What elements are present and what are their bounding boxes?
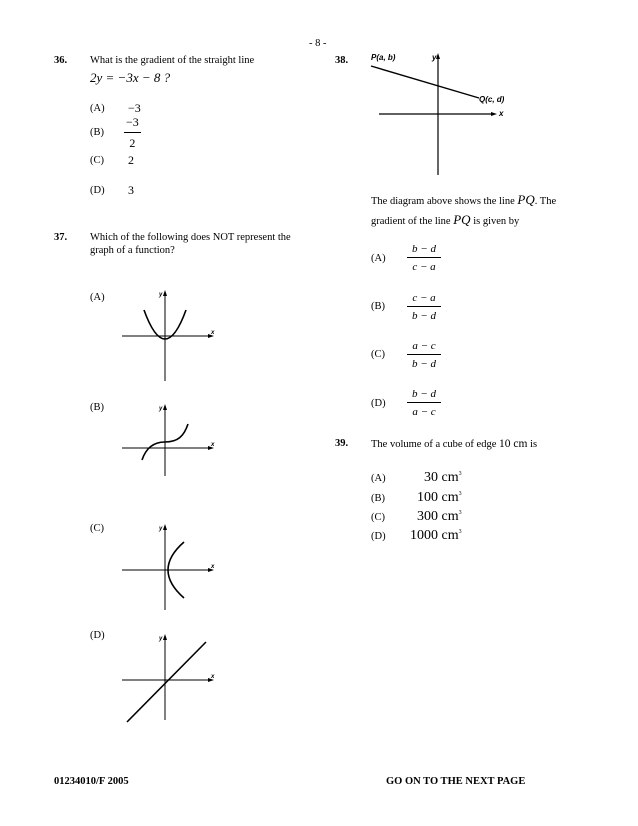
q38-option-d-numerator: b − d xyxy=(407,388,441,403)
q38-text-prefix: The diagram above shows the line xyxy=(371,196,518,207)
q38-option-a-denominator: c − a xyxy=(412,261,436,273)
q36-option-a-label: (A) xyxy=(90,103,105,114)
question-38-number: 38. xyxy=(335,55,349,66)
q37-graph-b-cubic xyxy=(118,402,218,482)
q39-option-b-exp: 3 xyxy=(458,491,462,497)
q38-text-suffix: . The xyxy=(534,196,557,207)
question-36-equation: 2y = −3x − 8 ? xyxy=(90,70,171,85)
q39-text-suffix: is xyxy=(527,439,538,450)
q36-option-c-value: 2 xyxy=(128,153,134,167)
q39-option-a-text: 30 cm xyxy=(424,470,459,485)
q39-option-b-label: (B) xyxy=(371,493,385,504)
q38-option-c-denominator: b − d xyxy=(412,358,436,370)
q37-graph-d-line xyxy=(118,632,218,724)
q38-x-axis-label: x xyxy=(499,109,504,118)
q37-a-x-label: x xyxy=(211,330,215,336)
q38-option-c-fraction xyxy=(407,340,441,370)
q39-option-c-text: 300 cm xyxy=(417,509,459,524)
q38-option-c-numerator: a − c xyxy=(407,340,441,355)
q37-graph-c-sideways-parabola xyxy=(118,522,218,612)
question-36-text: What is the gradient of the straight line xyxy=(90,55,255,66)
q36-option-d-label: (D) xyxy=(90,185,105,196)
q39-option-a-label: (A) xyxy=(371,473,386,484)
q38-option-a-numerator: b − d xyxy=(407,243,441,258)
q37-option-d-label: (D) xyxy=(90,630,105,641)
q38-text2-suffix: is given by xyxy=(470,216,520,227)
q39-option-d-value xyxy=(410,528,462,544)
q38-option-d-denominator: a − c xyxy=(412,406,436,418)
q38-point-p-label: P(a, b) xyxy=(371,53,396,62)
question-39-text xyxy=(371,438,537,450)
q37-d-curve xyxy=(127,642,206,722)
q36-option-b-fraction xyxy=(124,115,141,151)
q39-text-prefix: The volume of a cube of edge xyxy=(371,439,499,450)
q37-b-x-label: x xyxy=(211,442,215,448)
q38-option-d-label: (D) xyxy=(371,398,386,409)
q39-option-c-value xyxy=(417,509,462,525)
question-36-number: 36. xyxy=(54,55,68,66)
q37-option-a-label: (A) xyxy=(90,292,105,303)
q37-graph-a-parabola xyxy=(118,288,218,388)
q38-line-pq xyxy=(371,66,479,98)
q37-c-y-label: y xyxy=(159,526,163,532)
q38-diagram-line-pq xyxy=(365,48,525,178)
q38-option-b-numerator: c − a xyxy=(407,292,441,307)
q38-text2-prefix: gradient of the line xyxy=(371,216,454,227)
q38-y-axis-label: y xyxy=(432,53,437,62)
q39-option-c-exp: 3 xyxy=(458,510,462,516)
question-38-text-line2 xyxy=(371,212,519,228)
q39-option-d-exp: 3 xyxy=(458,529,462,535)
q39-option-c-label: (C) xyxy=(371,512,385,523)
q38-option-c-label: (C) xyxy=(371,349,385,360)
q38-option-b-fraction xyxy=(407,292,441,322)
q39-option-b-text: 100 cm xyxy=(417,490,459,505)
question-37-text-line1: Which of the following does NOT represent the xyxy=(90,232,291,243)
q39-edge: 10 cm xyxy=(499,438,528,450)
q37-option-b-label: (B) xyxy=(90,402,104,413)
q39-option-a-exp: 3 xyxy=(458,471,462,477)
footer-code: 01234010/F 2005 xyxy=(54,776,129,787)
q37-c-x-label: x xyxy=(211,564,215,570)
q37-d-y-label: y xyxy=(159,636,163,642)
question-37-text-line2: graph of a function? xyxy=(90,245,175,256)
q36-option-b-label: (B) xyxy=(90,127,104,138)
q37-d-x-label: x xyxy=(211,674,215,680)
q38-line-name-2: PQ xyxy=(453,212,471,227)
q39-option-d-label: (D) xyxy=(371,531,386,542)
q38-line-name: PQ xyxy=(517,192,535,207)
q39-option-d-text: 1000 cm xyxy=(410,528,459,543)
question-37-number: 37. xyxy=(54,232,68,243)
q36-option-b-numerator: −3 xyxy=(124,115,141,133)
question-38-text-line1 xyxy=(371,192,556,208)
q38-option-b-denominator: b − d xyxy=(412,310,436,322)
q36-option-c-label: (C) xyxy=(90,155,104,166)
footer-next-page: GO ON TO THE NEXT PAGE xyxy=(386,776,526,787)
q39-option-b-value xyxy=(417,490,462,506)
q38-point-q-label: Q(c, d) xyxy=(479,95,505,104)
page-number: - 8 - xyxy=(309,38,327,49)
q38-option-a-fraction xyxy=(407,243,441,273)
q38-option-b-label: (B) xyxy=(371,301,385,312)
q38-option-d-fraction xyxy=(407,388,441,418)
q36-option-d-value: 3 xyxy=(128,183,134,197)
q36-option-b-denominator: 2 xyxy=(129,136,136,150)
q37-a-y-label: y xyxy=(159,292,163,298)
q37-b-y-label: y xyxy=(159,406,163,412)
q39-option-a-value xyxy=(424,470,462,486)
question-39-number: 39. xyxy=(335,438,349,449)
q38-option-a-label: (A) xyxy=(371,253,386,264)
q36-option-a-value: −3 xyxy=(128,101,141,115)
q37-option-c-label: (C) xyxy=(90,523,104,534)
